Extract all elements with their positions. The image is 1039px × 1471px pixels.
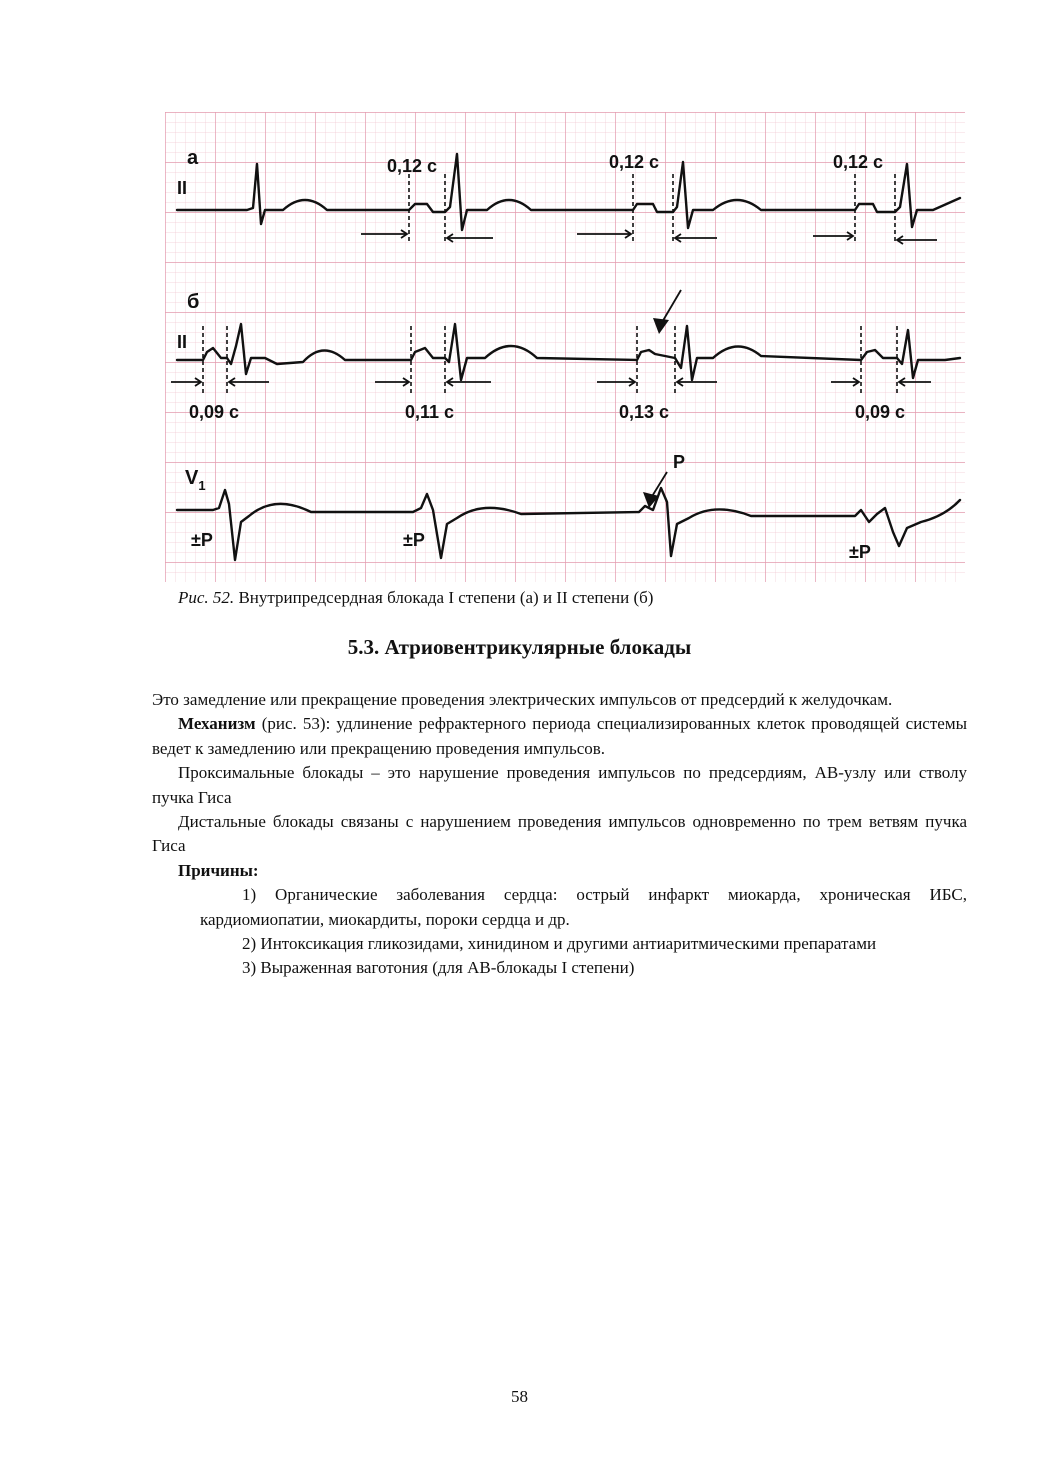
paragraph-distal-text: Дистальные блокады связаны с нарушением проведения импульсов одновременно по трем ветвям пучка Гиса — [152, 812, 967, 856]
paragraph-definition — [152, 688, 967, 712]
figure-caption-text: Внутрипредсердная блокада I степени (а) и II степени (б) — [234, 588, 654, 607]
page-number: 58 — [511, 1387, 528, 1406]
paragraph-distal — [152, 810, 967, 859]
cause-item-text-2: 2) Интоксикация гликозидами, хинидином и другими антиаритмическими препаратами — [242, 934, 877, 954]
lead-label-a: II — [177, 178, 188, 198]
lead-label-v1: $V_1$ — [185, 467, 206, 493]
p-mark-1: ±P — [191, 530, 213, 550]
text-block — [152, 688, 967, 981]
panel-label-b: б — [187, 291, 200, 313]
causes-label: Причины: — [178, 860, 259, 880]
interval-label-b-4: 0,09 с — [855, 402, 906, 422]
section-heading: 5.3. Атриовентрикулярные блокады — [347, 635, 692, 659]
figure-number: Рис. 52. — [178, 588, 235, 607]
cause-item-text-1: 1) Органические заболевания сердца: острый инфаркт миокарда, хроническая ИБС, кардиомиопатии, миокардиты, пороки сердца и др. — [200, 885, 967, 929]
paragraph-proximal-text: Проксимальные блокады – это нарушение проведения импульсов по предсердиям, АВ-узлу или стволу пучка Гиса — [152, 763, 967, 807]
paragraph-proximal — [152, 761, 967, 810]
paragraph-definition-text: Это замедление или прекращение проведения электрических импульсов от предсердий к желудочкам. — [152, 690, 893, 709]
ecg-figure — [165, 112, 965, 582]
paragraph-mechanism — [152, 712, 967, 761]
p-mark-2: ±P — [403, 530, 425, 550]
interval-label-a-1: 0,12 с — [387, 156, 438, 176]
interval-label-a-2: 0,12 с — [609, 152, 660, 172]
interval-label-b-1: 0,09 с — [189, 402, 240, 422]
interval-label-b-3: 0,13 с — [619, 402, 670, 422]
interval-label-a-3: 0,12 с — [833, 152, 884, 172]
cause-item — [200, 956, 967, 980]
lead-label-b: II — [177, 332, 188, 352]
p-mark-3: ±P — [849, 542, 871, 562]
cause-item-text-3: 3) Выраженная ваготония (для АВ-блокады I степени) — [242, 958, 635, 978]
interval-label-b-2: 0,11 с — [405, 402, 455, 422]
causes-heading — [152, 859, 967, 883]
mechanism-text: (рис. 53): удлинение рефрактерного периода специализированных клеток проводящей системы ведет к замедлению или прекращению проведения импульсов. — [152, 714, 967, 758]
cause-item — [200, 883, 967, 932]
cause-item — [200, 932, 967, 956]
mechanism-label: Механизм — [178, 714, 256, 734]
figure-caption — [178, 588, 653, 608]
ecg-grid — [165, 112, 965, 582]
p-wave-label: P — [673, 452, 686, 472]
panel-label-a: а — [187, 147, 199, 169]
